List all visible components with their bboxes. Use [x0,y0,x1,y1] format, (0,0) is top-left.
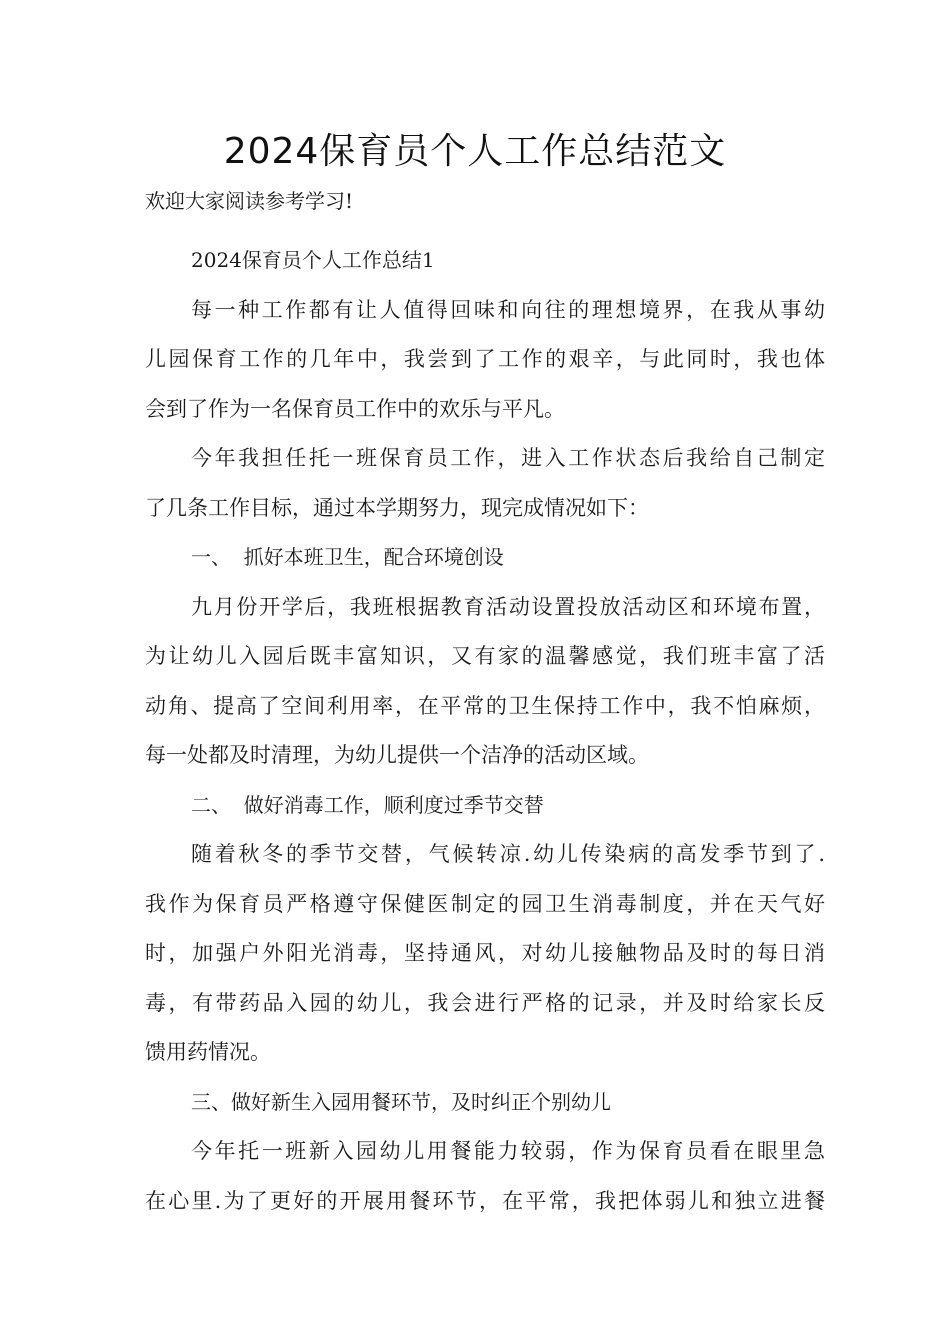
section-heading: 三、做好新生入园用餐环节，及时纠正个别幼儿 [191,1089,611,1114]
paragraph-line: 我作为保育员严格遵守保健医制定的园卫生消毒制度，并在天气好 [145,891,825,916]
paragraph-line: 九月份开学后，我班根据教育活动设置投放活动区和环境布置， [191,594,825,619]
section-heading: 二、 做好消毒工作，顺利度过季节交替 [191,792,544,817]
document-title: 2024保育员个人工作总结范文 [223,131,727,172]
paragraph-line: 动角、提高了空间利用率，在平常的卫生保持工作中，我不怕麻烦， [145,693,825,718]
paragraph-line: 时，加强户外阳光消毒，坚持通风，对幼儿接触物品及时的每日消 [145,941,825,965]
paragraph-line: 儿园保育工作的几年中，我尝到了工作的艰辛，与此同时，我也体 [145,347,825,371]
document-body [145,236,825,1226]
paragraph-line: 今年托一班新入园幼儿用餐能力较弱，作为保育员看在眼里急 [191,1139,825,1163]
paragraph-line: 在心里.为了更好的开展用餐环节，在平常，我把体弱儿和独立进餐 [145,1188,825,1213]
paragraph-line: 随着秋冬的季节交替，气候转凉.幼儿传染病的高发季节到了. [191,842,825,866]
section-heading: 2024保育员个人工作总结1 [191,248,435,272]
intro-text: 欢迎大家阅读参考学习! [145,189,354,213]
paragraph-line: 每一处都及时清理，为幼儿提供一个洁净的活动区域。 [145,743,649,767]
section-heading: 一、 抓好本班卫生，配合环境创设 [191,545,504,569]
paragraph-line: 毒，有带药品入园的幼儿，我会进行严格的记录，并及时给家长反 [145,990,825,1015]
paragraph-line: 每一种工作都有让人值得回味和向往的理想境界，在我从事幼 [191,297,825,322]
paragraph-line: 今年我担任托一班保育员工作，进入工作状态后我给自己制定 [191,446,825,470]
paragraph-line: 了几条工作目标，通过本学期努力，现完成情况如下： [145,495,649,520]
paragraph-line: 馈用药情况。 [145,1040,271,1064]
paragraph-line: 为让幼儿入园后既丰富知识，又有家的温馨感觉，我们班丰富了活 [145,644,825,668]
paragraph-line: 会到了作为一名保育员工作中的欢乐与平凡。 [145,396,565,421]
